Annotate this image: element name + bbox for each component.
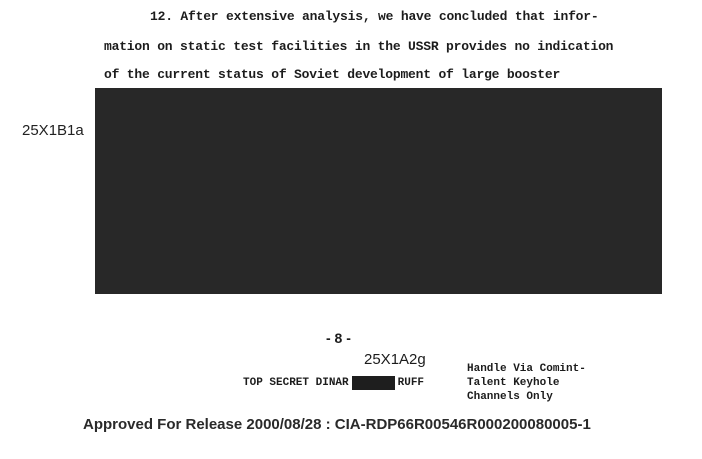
margin-exemption-code: 25X1B1a: [22, 122, 84, 139]
classification-marking: [243, 376, 424, 390]
page-number: - 8 -: [326, 330, 351, 346]
paragraph-line-3: of the current status of Soviet development of large booster: [104, 67, 561, 82]
handling-line-2: Talent Keyhole: [467, 377, 560, 389]
classification-prefix: TOP SECRET DINAR: [243, 377, 349, 389]
paragraph-line-1: 12. After extensive analysis, we have concluded that infor-: [150, 9, 599, 24]
classification-redaction: [352, 376, 395, 390]
redaction-block: [95, 88, 662, 294]
release-footer: Approved For Release 2000/08/28 : CIA-RDP66R00546R000200080005-1: [83, 416, 591, 433]
exemption-stamp-code: 25X1A2g: [364, 351, 426, 368]
paragraph-line-2: mation on static test facilities in the USSR provides no indication: [104, 39, 614, 54]
classification-suffix: RUFF: [397, 377, 425, 389]
handling-line-3: Channels Only: [467, 391, 553, 403]
handling-caveat: [467, 362, 586, 404]
handling-line-1: Handle Via Comint-: [467, 363, 586, 375]
